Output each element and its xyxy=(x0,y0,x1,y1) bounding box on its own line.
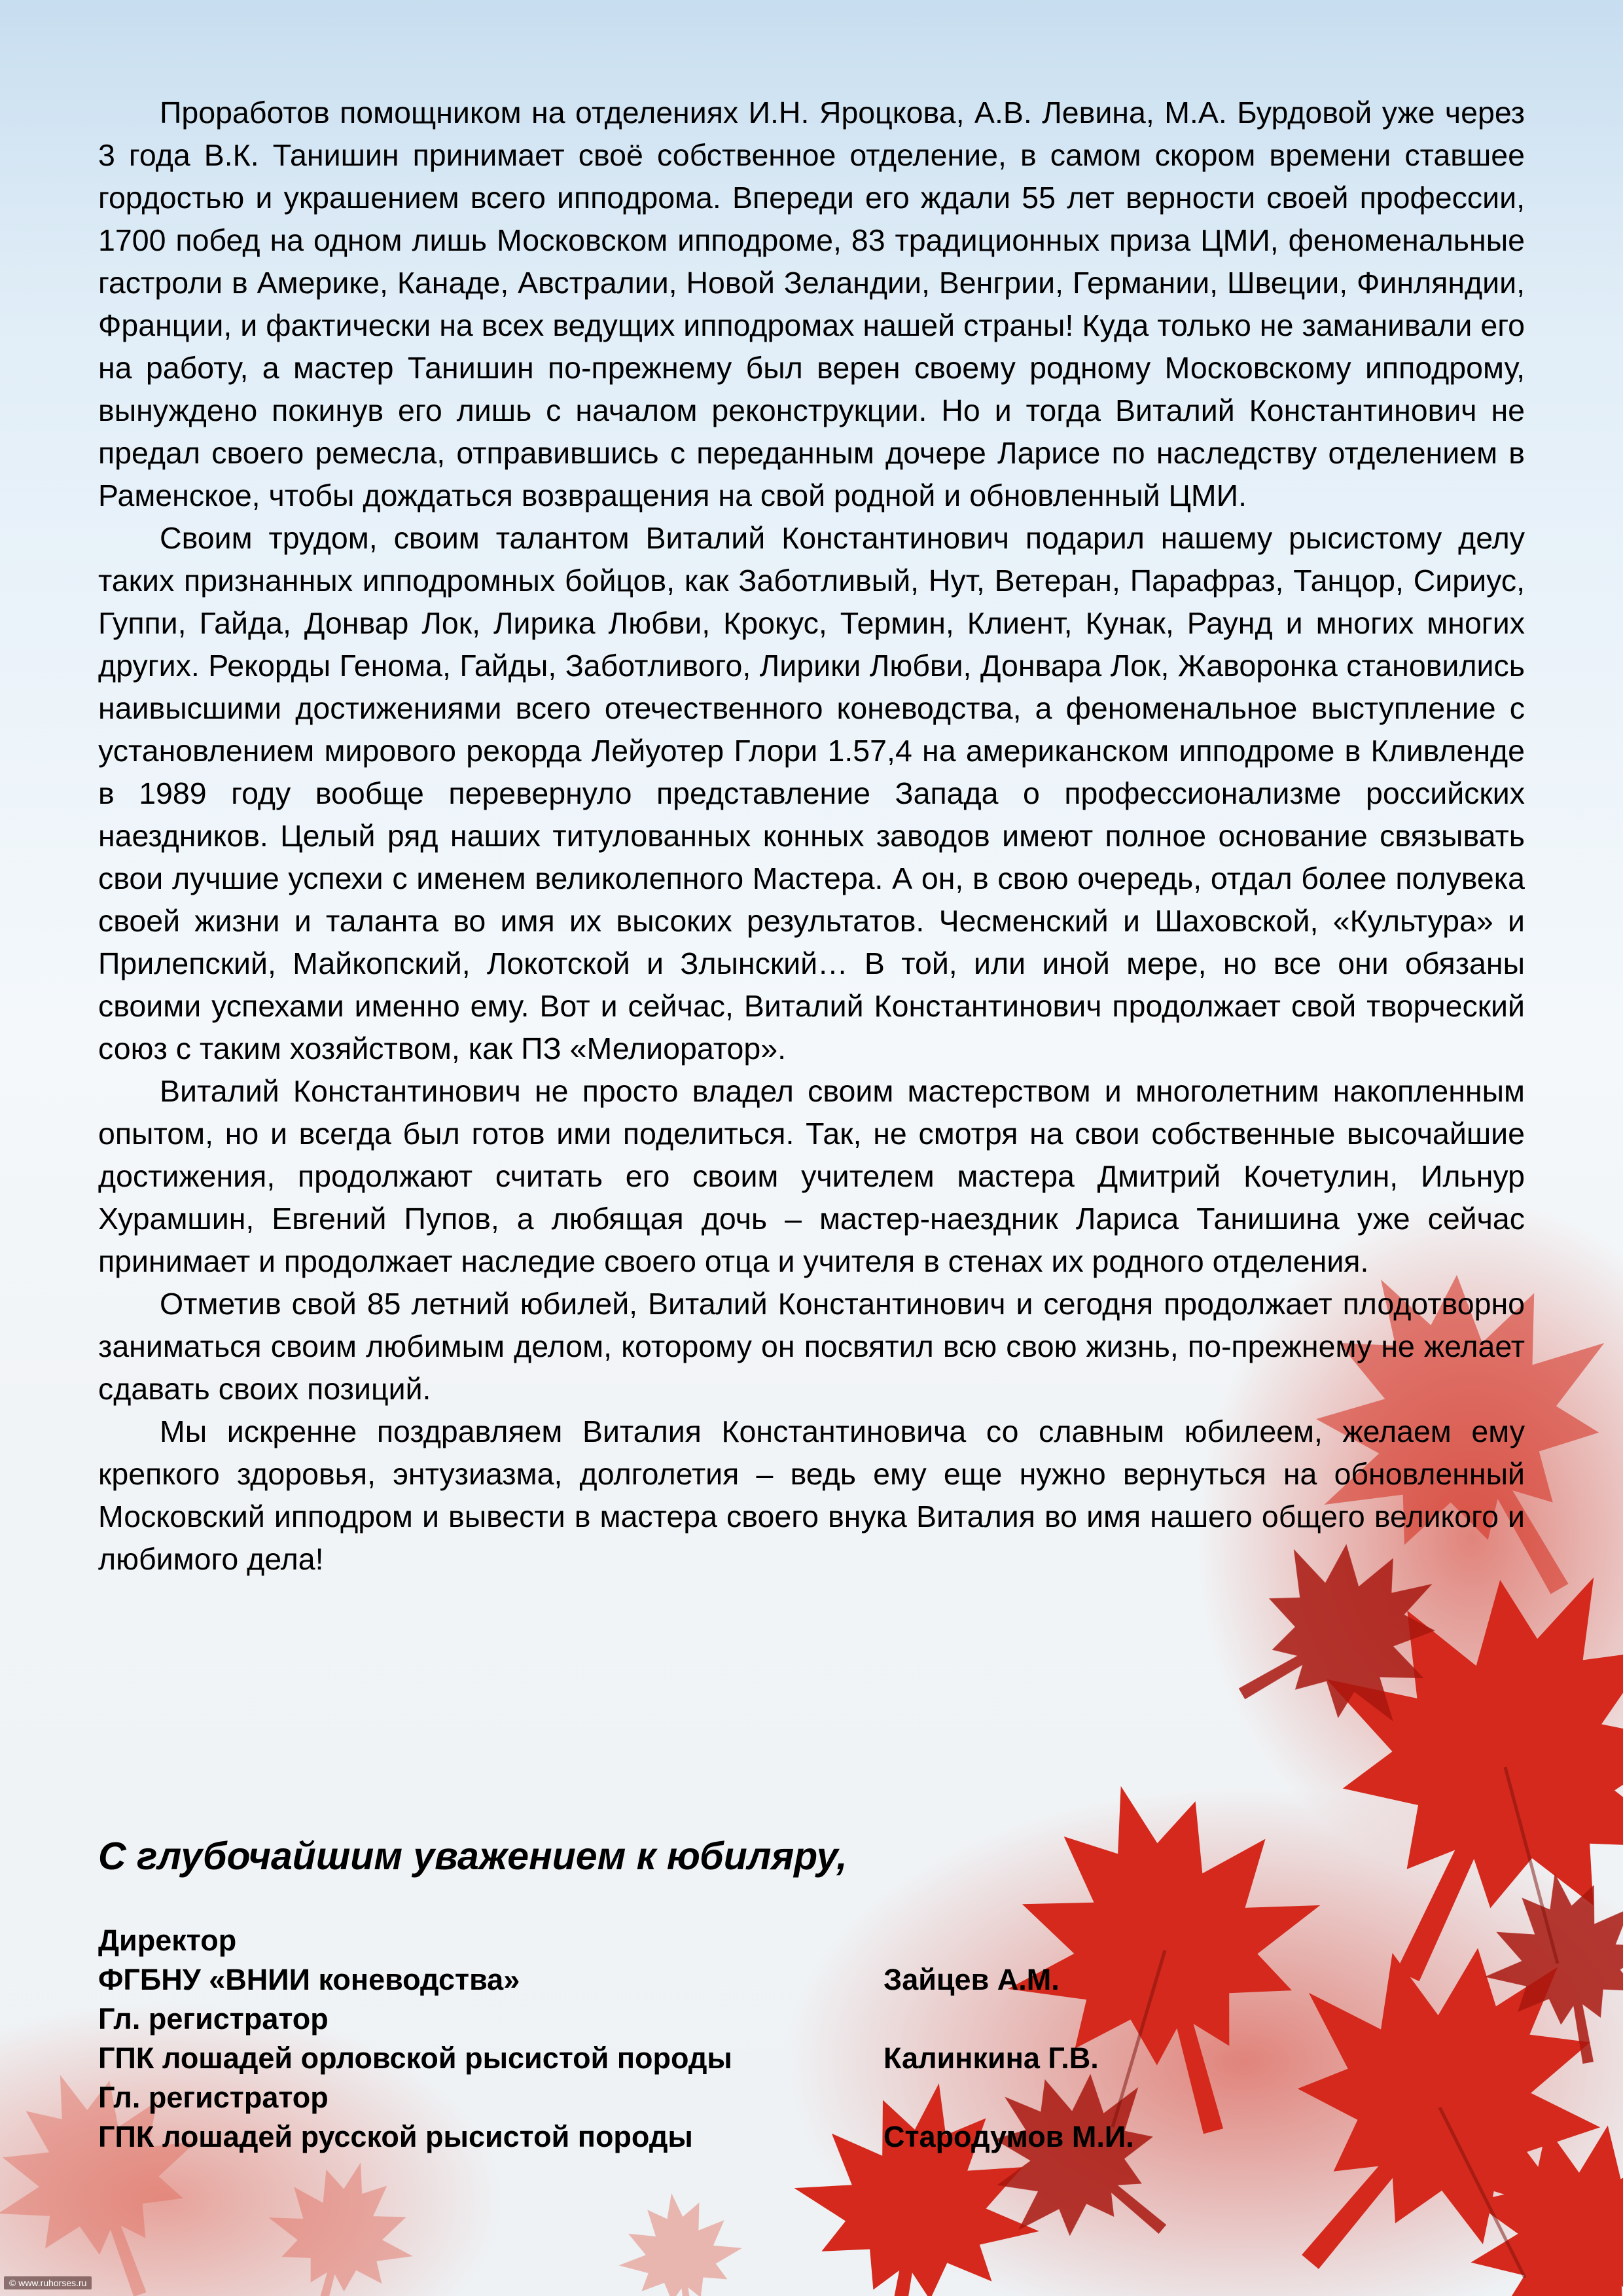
signature-row xyxy=(98,2000,1211,2039)
site-watermark: © www.ruhorses.ru xyxy=(4,2276,92,2289)
director-organization: ФГБНУ «ВНИИ коневодства» xyxy=(98,1963,520,1996)
paragraph-achievements: Своим трудом, своим талантом Виталий Константинович подарил нашему рысистому делу таких признанных ипподромных бойцов, как Заботливый, Нут, Ветеран, Парафраз, Танцор, Сириус, Гуппи, Гайда, Донвар Лок, Лирика Любви, Крокус, Термин, Клиент, Кунак, Раунд и многих многих других. Рекорды Генома, Гайды, Заботливого, Лирики Любви, Донвара Лок, Жаворонка становились наивысшими достижениями всего отечественного коневодства, а феноменальное выступление с установлением мирового рекорда Лейуотер Глори 1.57,4 на американском ипподроме в Кливленде в 1989 году вообще перевернуло представление Запада о профессионализме российских наездников. Целый ряд наших титулованных конных заводов имеют полное основание связывать свои лучшие успехи с именем великолепного Мастера. А он, в свою очередь, отдал более полувека своей жизни и таланта во имя их высоких результатов. Чесменский и Шаховской, «Культура» и Прилепский, Майкопский, Локотской и Злынский… В той, или иной мере, но все они обязаны своими успехами именно ему. Вот и сейчас, Виталий Константинович продолжает свой творческий союз с таким хозяйством, как ПЗ «Мелиоратор». xyxy=(98,521,1525,1066)
signature-row xyxy=(98,1921,1211,1960)
closing-greeting: С глубочайшим уважением к юбиляру, xyxy=(98,1835,847,1878)
director-name: Зайцев А.М. xyxy=(883,1963,1060,1996)
registrar1-organization: ГПК лошадей орловской рысистой породы xyxy=(98,2041,732,2075)
paragraph-jubilee: Отметив свой 85 летний юбилей, Виталий Константинович и сегодня продолжает плодотворно заниматься своим любимым делом, которому он посвятил всю свою жизнь, по-прежнему не желает сдавать своих позиций. xyxy=(98,1287,1525,1406)
registrar2-organization: ГПК лошадей русской рысистой породы xyxy=(98,2120,693,2153)
letter-body xyxy=(98,92,1525,1581)
signature-row xyxy=(98,2039,1211,2078)
registrar2-title: Гл. регистратор xyxy=(98,2081,329,2114)
director-title: Директор xyxy=(98,1924,237,1957)
paragraph-career: Проработов помощником на отделениях И.Н. Яроцкова, А.В. Левина, М.А. Бурдовой уже через 3 года В.К. Танишин принимает своё собственное отделение, в самом скором времени ставшее гордостью и украшением всего ипподрома. Впереди его ждали 55 лет верности своей профессии, 1700 побед на одном лишь Московском ипподроме, 83 традиционных приза ЦМИ, феноменальные гастроли в Америке, Канаде, Австралии, Новой Зеландии, Венгрии, Германии, Швеции, Финляндии, Франции, и фактически на всех ведущих ипподромах нашей страны! Куда только не заманивали его на работу, а мастер Танишин по-прежнему был верен своему родному Московскому ипподрому, вынуждено покинув его лишь с началом реконструкции. Но и тогда Виталий Константинович не предал своего ремесла, отправившись с переданным дочере Ларисе по наследству отделением в Раменское, чтобы дождаться возвращения на свой родной и обновленный ЦМИ. xyxy=(98,96,1525,512)
signature-row xyxy=(98,2078,1211,2117)
signature-row xyxy=(98,1960,1211,2000)
registrar1-title: Гл. регистратор xyxy=(98,2002,329,2036)
paragraph-congratulations: Мы искренне поздравляем Виталия Константиновича со славным юбилеем, желаем ему крепкого здоровья, энтузиазма, долголетия – ведь ему еще нужно вернуться на обновленный Московский ипподром и вывести в мастера своего внука Виталия во имя нашего общего великого и любимого дела! xyxy=(98,1414,1525,1576)
registrar1-name: Калинкина Г.В. xyxy=(883,2041,1099,2075)
paragraph-mentorship: Виталий Константинович не просто владел своим мастерством и многолетним накопленным опытом, но и всегда был готов ими поделиться. Так, не смотря на свои собственные высочайшие достижения, продолжают считать его своим учителем мастера Дмитрий Кочетулин, Ильнур Хурамшин, Евгений Пупов, а любящая дочь – мастер-наездник Лариса Танишина уже сейчас принимает и продолжает наследие своего отца и учителя в стенах их родного отделения. xyxy=(98,1074,1525,1278)
signature-row xyxy=(98,2117,1211,2157)
registrar2-name: Стародумов М.И. xyxy=(883,2120,1134,2153)
signature-block xyxy=(98,1921,1211,2157)
